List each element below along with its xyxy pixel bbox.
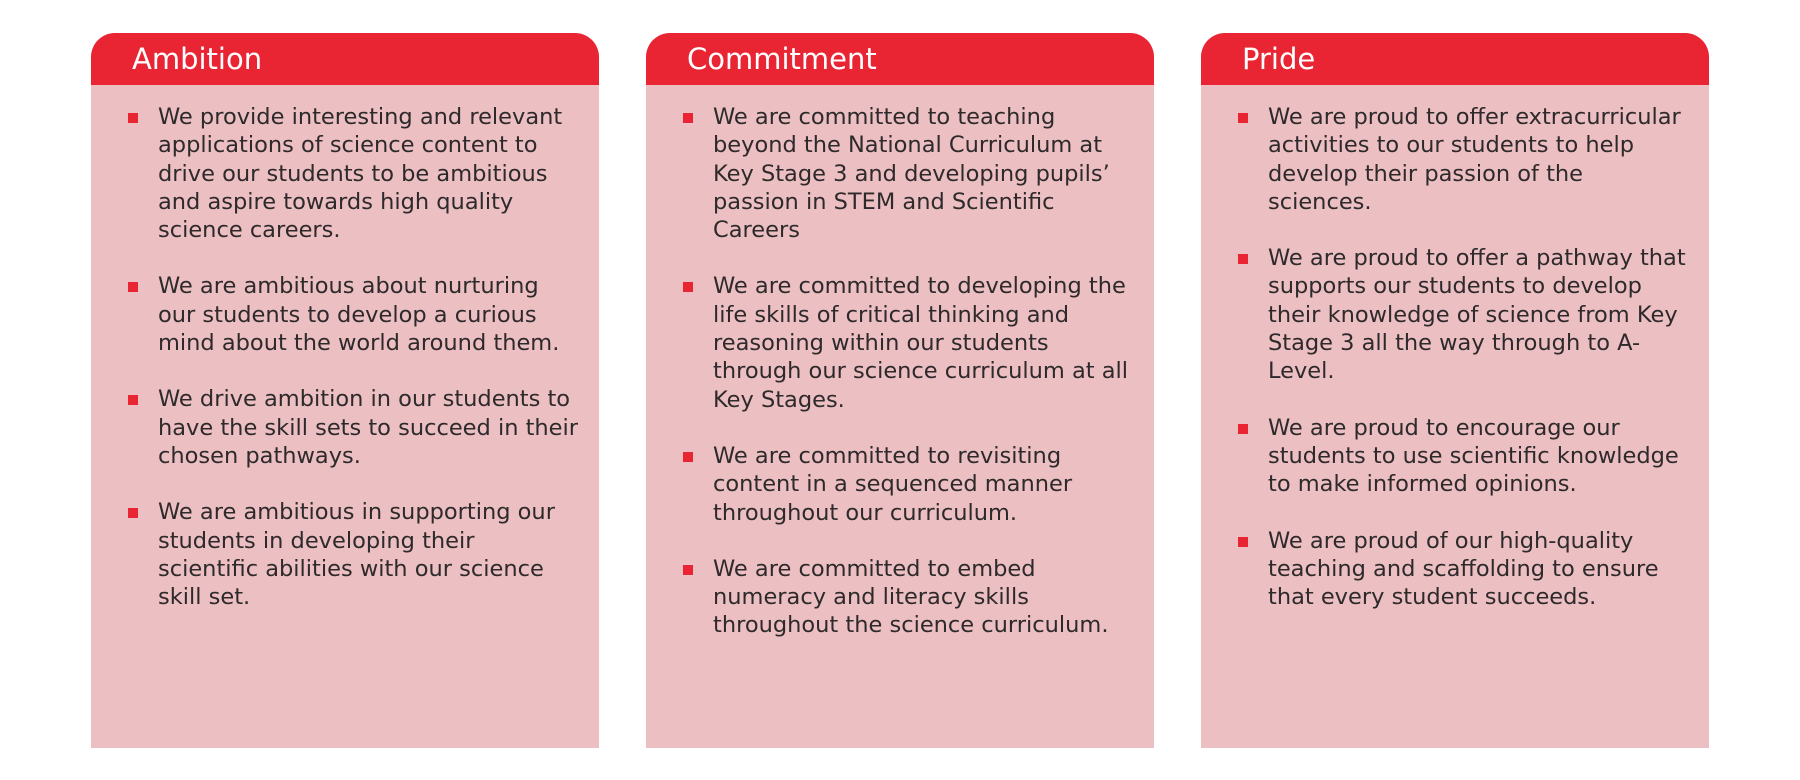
square-bullet-icon [128, 508, 138, 518]
list-item [128, 272, 579, 357]
list-item-text: We are proud to encourage our students to use scientific knowledge to make informed opinions. [1268, 414, 1679, 498]
square-bullet-icon [1238, 113, 1248, 123]
list-item-text: We are ambitious about nurturing our students to develop a curious mind about the world around them. [158, 273, 560, 357]
list-item [683, 442, 1134, 527]
commitment-bullet-list [646, 85, 1154, 640]
list-item-text: We are proud of our high-quality teaching and scaffolding to ensure that every student succeeds. [1268, 527, 1659, 611]
square-bullet-icon [683, 565, 693, 575]
commitment-panel [646, 33, 1154, 748]
list-item-text: We are committed to embed numeracy and literacy skills throughout the science curriculum. [713, 555, 1109, 639]
ambition-bullet-list [91, 85, 599, 611]
list-item-text: We are ambitious in supporting our students in developing their scientific abilities with our science skill set. [158, 499, 555, 611]
ambition-panel-title: Ambition [91, 33, 599, 85]
list-item-text: We are proud to offer a pathway that supports our students to develop their knowledge of science from Key Stage 3 all the way through to A-Level. [1268, 245, 1686, 385]
list-item [128, 385, 579, 470]
square-bullet-icon [1238, 537, 1248, 547]
commitment-panel-title: Commitment [646, 33, 1154, 85]
pride-bullet-list [1201, 85, 1709, 611]
pride-panel [1201, 33, 1709, 748]
list-item [1238, 414, 1689, 499]
list-item [128, 498, 579, 611]
square-bullet-icon [683, 452, 693, 462]
square-bullet-icon [683, 282, 693, 292]
list-item [683, 555, 1134, 640]
list-item-text: We are proud to offer extracurricular activities to our students to help develop their passion of the sciences. [1268, 104, 1681, 215]
list-item [128, 103, 579, 244]
list-item-text: We are committed to teaching beyond the National Curriculum at Key Stage 3 and developing pupils’ passion in STEM and Scientific Careers [713, 104, 1110, 244]
list-item-text: We are committed to developing the life skills of critical thinking and reasoning within our students through our science curriculum at all Key Stages. [713, 273, 1129, 413]
list-item [683, 272, 1134, 413]
list-item [1238, 103, 1689, 216]
square-bullet-icon [683, 113, 693, 123]
square-bullet-icon [128, 113, 138, 123]
list-item [1238, 244, 1689, 385]
ambition-panel [91, 33, 599, 748]
list-item [683, 103, 1134, 244]
square-bullet-icon [1238, 424, 1248, 434]
pride-panel-title: Pride [1201, 33, 1709, 85]
square-bullet-icon [128, 395, 138, 405]
list-item-text: We drive ambition in our students to have the skill sets to succeed in their chosen pathways. [158, 386, 579, 469]
square-bullet-icon [128, 282, 138, 292]
square-bullet-icon [1238, 254, 1248, 264]
list-item [1238, 527, 1689, 612]
list-item-text: We are committed to revisiting content in a sequenced manner throughout our curriculum. [713, 442, 1073, 526]
list-item-text: We provide interesting and relevant applications of science content to drive our students to be ambitious and aspire towards high quality science careers. [158, 104, 563, 244]
